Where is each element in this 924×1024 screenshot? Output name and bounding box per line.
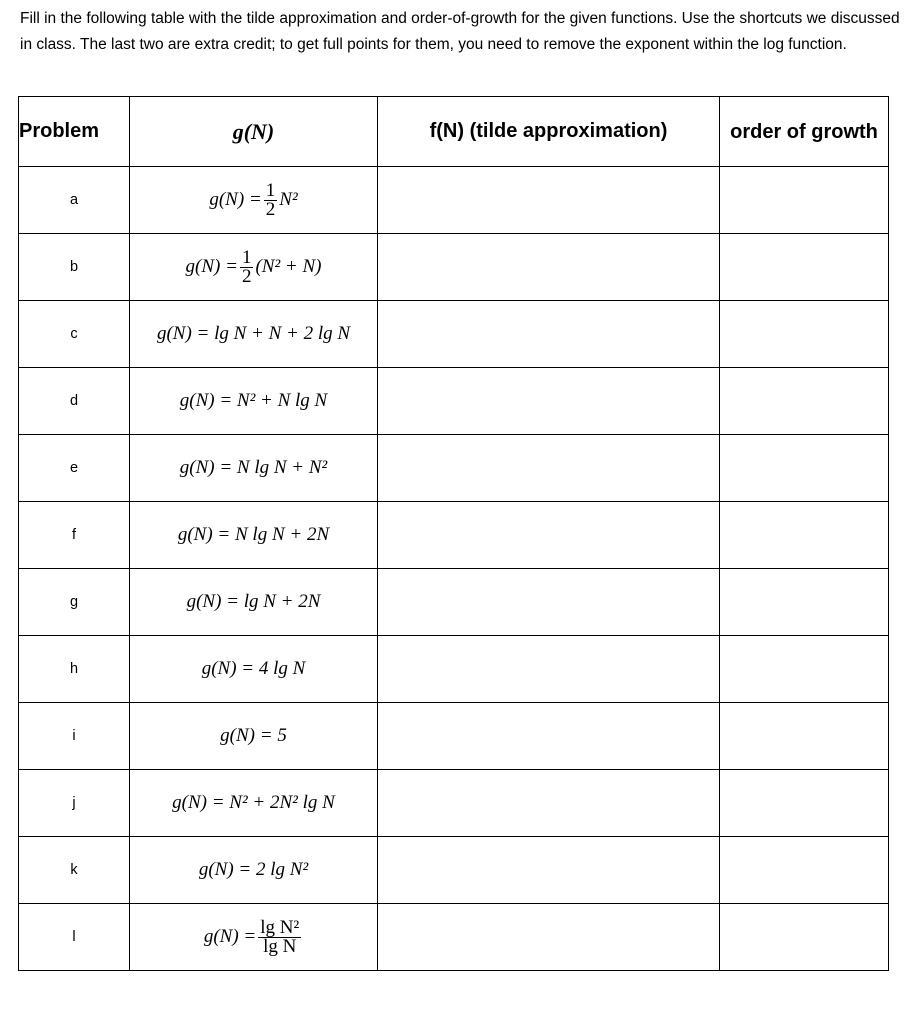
table-row [19,368,889,435]
table-row [19,703,889,770]
fraction [264,179,278,220]
fraction-denominator: lg N [258,937,301,956]
order-answer-cell[interactable] [720,301,889,368]
order-answer-cell[interactable] [720,234,889,301]
order-answer-cell[interactable] [720,368,889,435]
fraction-numerator: 1 [265,179,276,201]
problem-label: a [19,167,130,234]
g-formula [130,167,378,234]
tilde-answer-cell[interactable] [378,837,720,904]
problem-label: l [19,904,130,971]
problem-label: f [19,502,130,569]
g-formula [130,636,378,703]
formula-text: g(N) = N² + 2N² lg N [172,792,335,813]
header-problem: Problem [19,97,130,167]
g-formula [130,368,378,435]
fraction-denominator: 2 [241,265,252,287]
formula-prefix: g(N) = [185,255,238,277]
order-answer-cell[interactable] [720,435,889,502]
order-answer-cell[interactable] [720,569,889,636]
tilde-answer-cell[interactable] [378,770,720,837]
table-row [19,770,889,837]
problem-label: g [19,569,130,636]
formula-text: g(N) = N lg N + N² [179,457,328,478]
problem-label: b [19,234,130,301]
table-row [19,837,889,904]
formula-text: g(N) = 4 lg N [201,658,306,679]
problem-label: h [19,636,130,703]
g-formula [130,904,378,971]
header-order: order of growth [720,97,889,167]
problem-label: j [19,770,130,837]
header-g: g(N) [130,97,378,167]
order-answer-cell[interactable] [720,502,889,569]
g-formula [130,703,378,770]
table-row [19,234,889,301]
formula-prefix: g(N) = [209,188,262,210]
fraction-numerator: lg N² [260,916,300,938]
formula-text: g(N) = 5 [220,725,287,746]
table-row [19,167,889,234]
g-formula [130,234,378,301]
table-row [19,569,889,636]
g-formula [130,837,378,904]
growth-table [18,96,889,971]
order-answer-cell[interactable] [720,167,889,234]
order-answer-cell[interactable] [720,770,889,837]
tilde-answer-cell[interactable] [378,904,720,971]
g-formula [130,770,378,837]
tilde-answer-cell[interactable] [378,368,720,435]
table-row [19,904,889,971]
problem-label: d [19,368,130,435]
tilde-answer-cell[interactable] [378,234,720,301]
formula-prefix: g(N) = [203,925,257,947]
problem-label: k [19,837,130,904]
order-answer-cell[interactable] [720,703,889,770]
formula-text: g(N) = N lg N + 2N [177,524,330,545]
instructions-text: Fill in the following table with the tilde approximation and order-of-growth for the given functions. Use the shortcuts we discussed in class. The last two are extra credit; to get full points for them, you need to remove the exponent within the log function. [20,10,900,53]
table-row [19,502,889,569]
fraction-denominator: 2 [265,198,276,220]
problem-label: c [19,301,130,368]
g-formula [130,502,378,569]
tilde-answer-cell[interactable] [378,435,720,502]
formula-text: g(N) = lg N + N + 2 lg N [156,323,351,344]
table-row [19,435,889,502]
table-row [19,301,889,368]
g-formula [130,435,378,502]
tilde-answer-cell[interactable] [378,703,720,770]
header-f: f(N) (tilde approximation) [378,97,720,167]
order-answer-cell[interactable] [720,837,889,904]
tilde-answer-cell[interactable] [378,301,720,368]
tilde-answer-cell[interactable] [378,636,720,703]
order-answer-cell[interactable] [720,636,889,703]
fraction [258,916,301,957]
formula-text: g(N) = lg N + 2N [186,591,321,612]
formula-suffix: (N² + N) [255,255,322,277]
formula-text: g(N) = 2 lg N² [198,859,309,880]
fraction-numerator: 1 [241,246,252,268]
g-formula [130,569,378,636]
formula-text: g(N) = N² + N lg N [179,390,328,411]
tilde-answer-cell[interactable] [378,502,720,569]
problem-label: e [19,435,130,502]
formula-suffix: N² [279,188,298,210]
header-row [19,97,889,167]
order-answer-cell[interactable] [720,904,889,971]
tilde-answer-cell[interactable] [378,167,720,234]
table-row [19,636,889,703]
problem-label: i [19,703,130,770]
tilde-answer-cell[interactable] [378,569,720,636]
fraction [240,246,254,287]
g-formula [130,301,378,368]
